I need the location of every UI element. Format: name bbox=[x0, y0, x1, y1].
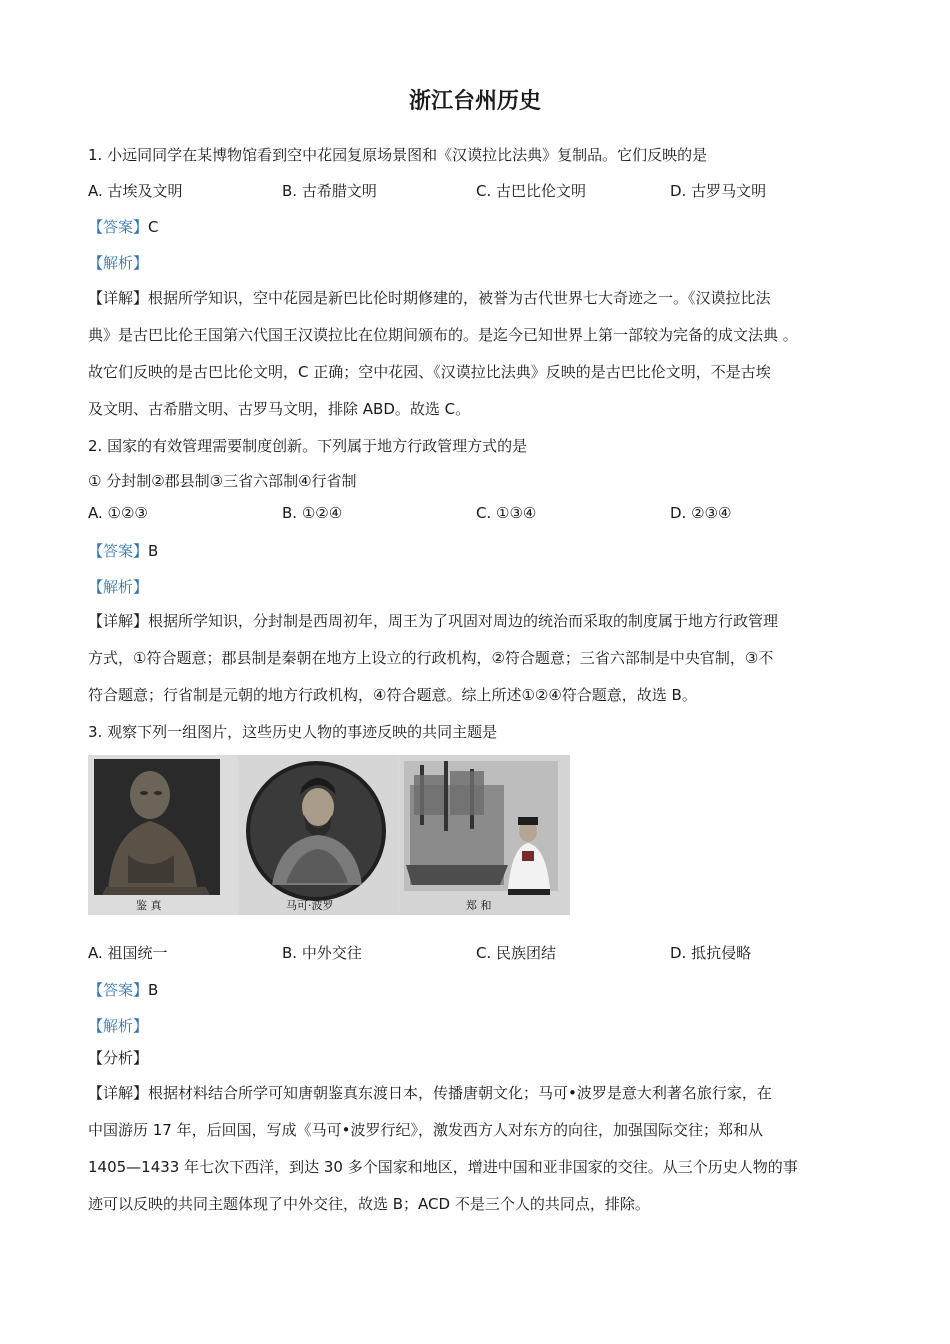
answer-label: 【答案】 bbox=[88, 981, 149, 999]
q3-answer bbox=[88, 979, 158, 1000]
question-2-stem: 2. 国家的有效管理需要制度创新。下列属于地方行政管理方式的是 bbox=[88, 437, 528, 455]
q1-option-b: B. 古希腊文明 bbox=[282, 182, 377, 200]
q3-detail-line: 1405—1433 年七次下西洋，到达 30 多个国家和地区，增进中国和亚非国家的交往。从三个历史人物的事 bbox=[88, 1158, 798, 1176]
answer-label: 【答案】 bbox=[88, 542, 149, 560]
q1-detail-line: 故它们反映的是古巴比伦文明，C 正确；空中花园、《汉谟拉比法典》反映的是古巴比伦文明，不是古埃 bbox=[88, 363, 771, 381]
q2-detail-line: 方式，①符合题意；郡县制是秦朝在地方上设立的行政机构，②符合题意；三省六部制是中央官制，③不 bbox=[88, 649, 774, 667]
q3-option-c: C. 民族团结 bbox=[476, 944, 557, 962]
q2-detail-line: 符合题意；行省制是元朝的地方行政机构，④符合题意。综上所述①②④符合题意，故选 B。 bbox=[88, 686, 697, 704]
q1-option-a: A. 古埃及文明 bbox=[88, 182, 183, 200]
answer-value: B bbox=[148, 981, 159, 999]
q2-detail-line: 【详解】根据所学知识，分封制是西周初年，周王为了巩固对周边的统治而采取的制度属于地方行政管理 bbox=[88, 612, 779, 630]
q3-option-b: B. 中外交往 bbox=[282, 944, 362, 962]
q3-option-d: D. 抵抗侵略 bbox=[670, 944, 752, 962]
page-title: 浙江台州历史 bbox=[408, 89, 541, 114]
q3-detail-line: 【详解】根据材料结合所学可知唐朝鉴真东渡日本，传播唐朝文化；马可•波罗是意大利著名旅行家，在 bbox=[88, 1084, 772, 1102]
q3-fenxi-label: 【分析】 bbox=[88, 1049, 149, 1067]
q2-answer bbox=[88, 540, 158, 561]
answer-value: C bbox=[148, 218, 159, 236]
zheng-he-portrait bbox=[400, 755, 570, 915]
question-3-stem: 3. 观察下列一组图片，这些历史人物的事迹反映的共同主题是 bbox=[88, 723, 498, 741]
q1-analysis-label: 【解析】 bbox=[88, 254, 149, 272]
caption-marco-polo: 马可·波罗 bbox=[286, 899, 334, 912]
q1-detail-line: 及文明、古希腊文明、古罗马文明，排除 ABD。故选 C。 bbox=[88, 400, 471, 418]
q3-analysis-label: 【解析】 bbox=[88, 1017, 149, 1035]
caption-jianzhen: 鉴 真 bbox=[136, 899, 162, 912]
q1-detail-line: 【详解】根据所学知识，空中花园是新巴比伦时期修建的，被誉为古代世界七大奇迹之一。《汉谟拉比法 bbox=[88, 289, 771, 307]
q1-option-c: C. 古巴比伦文明 bbox=[476, 182, 587, 200]
answer-label: 【答案】 bbox=[88, 218, 149, 236]
detail-label: 【详解】 bbox=[88, 612, 149, 630]
question-1-stem: 1. 小远同同学在某博物馆看到空中花园复原场景图和《汉谟拉比法典》复制品。它们反映的是 bbox=[88, 146, 708, 164]
historical-figures-image bbox=[88, 755, 570, 915]
marco-polo-portrait bbox=[238, 755, 398, 915]
question-2-items: ① 分封制②郡县制③三省六部制④行省制 bbox=[88, 472, 357, 490]
answer-value: B bbox=[148, 542, 159, 560]
q3-detail-line: 中国游历 17 年，后回国，写成《马可•波罗行纪》，激发西方人对东方的向往，加强国际交往；郑和从 bbox=[88, 1121, 763, 1139]
q3-detail-line: 迹可以反映的共同主题体现了中外交往，故选 B；ACD 不是三个人的共同点，排除。 bbox=[88, 1195, 650, 1213]
q1-detail-line: 典》是古巴比伦王国第六代国王汉谟拉比在位期间颁布的。是迄今已知世界上第一部较为完备的成文法典 。 bbox=[88, 326, 798, 344]
q2-option-c: C. ①③④ bbox=[476, 504, 537, 522]
q2-option-a: A. ①②③ bbox=[88, 504, 148, 522]
q1-option-d: D. 古罗马文明 bbox=[670, 182, 767, 200]
q1-answer bbox=[88, 216, 159, 237]
detail-label: 【详解】 bbox=[88, 1084, 149, 1102]
q2-analysis-label: 【解析】 bbox=[88, 578, 149, 596]
q2-option-b: B. ①②④ bbox=[282, 504, 343, 522]
caption-zheng-he: 郑 和 bbox=[466, 899, 492, 912]
jianzhen-portrait bbox=[88, 755, 238, 915]
q3-option-a: A. 祖国统一 bbox=[88, 944, 168, 962]
q2-option-d: D. ②③④ bbox=[670, 504, 732, 522]
detail-label: 【详解】 bbox=[88, 289, 149, 307]
